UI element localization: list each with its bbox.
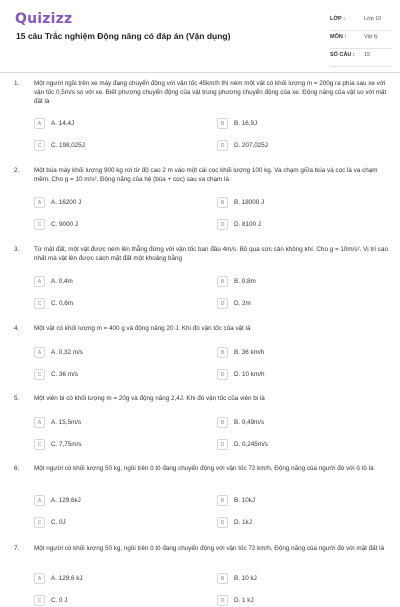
question-text: Một người có khối lượng 50 kg, ngồi trên ô tô đang chuyển động với vận tốc 72 km/h. Động năng của người đó với mặt đất là xyxy=(34,545,385,552)
option-letter-box: A xyxy=(34,276,45,287)
option-d[interactable] xyxy=(217,298,387,310)
option-c[interactable] xyxy=(34,140,204,152)
option-text: C. 0J xyxy=(51,519,66,526)
option-text: A. 14,4J xyxy=(51,120,75,127)
option-b[interactable] xyxy=(217,495,387,507)
question-number: 3. xyxy=(14,246,20,253)
option-letter-box: B xyxy=(217,197,228,208)
option-a[interactable] xyxy=(34,417,204,429)
question-number: 5. xyxy=(14,395,20,402)
option-d[interactable] xyxy=(217,140,387,152)
option-text: B. 10 kJ xyxy=(234,575,257,582)
option-b[interactable] xyxy=(217,573,387,585)
option-b[interactable] xyxy=(217,118,387,130)
quizizz-logo[interactable]: Quizizz xyxy=(15,11,73,27)
option-d[interactable] xyxy=(217,369,387,381)
option-b[interactable] xyxy=(217,197,387,209)
option-c[interactable] xyxy=(34,439,204,451)
question-text: Một vật có khối lượng m = 400 g và động năng 20 J. Khi đó vận tốc của vật là xyxy=(34,325,251,332)
question-number: 4. xyxy=(14,325,20,332)
option-letter-box: C xyxy=(34,595,45,606)
option-text: B. 10kJ xyxy=(234,497,255,504)
question-text: Một người ngồi trên xe máy đang chuyển động với vận tốc 45km/h thì ném một vật có khối lượng m = 200g ra phía sau xe với vận tốc 0,5m/s so với xe. Biết phương chuyển động của vật trùng phương chuyển động của xe. Động năng của vật so với mặt đất là xyxy=(34,80,387,105)
meta-value: Lớp 10 xyxy=(364,16,382,22)
option-text: A. 0,32 m/s xyxy=(51,349,83,356)
option-letter-box: D xyxy=(217,219,228,230)
option-text: D. 2m xyxy=(234,300,251,307)
option-letter-box: B xyxy=(217,347,228,358)
option-letter-box: D xyxy=(217,369,228,380)
question-text: Từ mặt đất, một vật được ném lên thẳng đứng với vận tốc ban đầu 4m/s. Bỏ qua sức cản không khí. Cho g = 10m/s². Vị trí cao nhất mà vật lên được cách mặt đất một khoảng bằng xyxy=(34,246,388,262)
option-text: C. 0,6m xyxy=(51,300,74,307)
option-b[interactable] xyxy=(217,417,387,429)
option-text: A. 15,5m/s xyxy=(51,419,82,426)
option-a[interactable] xyxy=(34,495,204,507)
meta-label: SỐ CÂU : xyxy=(330,52,355,58)
option-c[interactable] xyxy=(34,369,204,381)
meta-label: MÔN : xyxy=(330,34,347,40)
option-letter-box: D xyxy=(217,298,228,309)
option-letter-box: A xyxy=(34,347,45,358)
option-letter-box: C xyxy=(34,219,45,230)
option-c[interactable] xyxy=(34,595,204,607)
question-number: 1. xyxy=(14,80,20,87)
option-a[interactable] xyxy=(34,276,204,288)
option-letter-box: A xyxy=(34,495,45,506)
option-letter-box: D xyxy=(217,439,228,450)
option-letter-box: D xyxy=(217,595,228,606)
option-text: C. 7,75m/s xyxy=(51,441,82,448)
option-text: C. 198,025J xyxy=(51,142,85,149)
option-letter-box: D xyxy=(217,140,228,151)
option-letter-box: A xyxy=(34,118,45,129)
option-letter-box: C xyxy=(34,517,45,528)
option-c[interactable] xyxy=(34,298,204,310)
question-text: Một búa máy khối lượng 900 kg rơi từ độ cao 2 m vào một cái cọc khối lượng 100 kg. Va chạm giữa búa và cọc là va chạm mềm. Cho g = 10 m/s². Động năng của hệ (búa + cọc) sau va chạm là xyxy=(34,167,378,183)
option-a[interactable] xyxy=(34,573,204,585)
option-b[interactable] xyxy=(217,276,387,288)
option-d[interactable] xyxy=(217,595,387,607)
option-a[interactable] xyxy=(34,118,204,130)
question-text: Một viên bi có khối lượng m = 20g và động năng 2,4J. Khi đó vận tốc của viên bi là xyxy=(34,395,265,402)
option-text: A. 0,4m xyxy=(51,278,73,285)
option-text: D. 0,245m/s xyxy=(234,441,268,448)
option-letter-box: C xyxy=(34,298,45,309)
option-letter-box: B xyxy=(217,417,228,428)
option-text: B. 0,8m xyxy=(234,278,256,285)
option-text: D. 10 km/h xyxy=(234,371,265,378)
option-text: A. 129,6 kJ xyxy=(51,575,83,582)
option-text: A. 129,6kJ xyxy=(51,497,81,504)
option-text: B. 0,49m/s xyxy=(234,419,265,426)
option-c[interactable] xyxy=(34,219,204,231)
option-b[interactable] xyxy=(217,347,387,359)
question-text: Một người có khối lượng 50 kg, ngồi trên ô tô đang chuyển động với vận tốc 72 km/h. Động năng của người đó với ô tô là xyxy=(34,465,374,472)
option-letter-box: C xyxy=(34,439,45,450)
option-a[interactable] xyxy=(34,347,204,359)
option-d[interactable] xyxy=(217,517,387,529)
question-number: 6. xyxy=(14,465,20,472)
option-text: B. 16,9J xyxy=(234,120,258,127)
option-text: D. 8100 J xyxy=(234,221,261,228)
option-text: B. 18000 J xyxy=(234,199,265,206)
option-text: C. 36 m/s xyxy=(51,371,78,378)
option-c[interactable] xyxy=(34,517,204,529)
option-text: A. 16200 J xyxy=(51,199,82,206)
option-letter-box: B xyxy=(217,495,228,506)
option-text: B. 36 km/h xyxy=(234,349,265,356)
option-letter-box: A xyxy=(34,417,45,428)
option-text: D. 207,025J xyxy=(234,142,268,149)
option-letter-box: B xyxy=(217,276,228,287)
option-letter-box: B xyxy=(217,573,228,584)
question-number: 2. xyxy=(14,167,20,174)
meta-label: LỚP : xyxy=(330,16,345,22)
page-title: 15 câu Trắc nghiệm Động năng có đáp án (Vận dụng) xyxy=(16,31,231,41)
option-letter-box: A xyxy=(34,573,45,584)
option-text: C. 0 J xyxy=(51,597,68,604)
option-text: D. 1 kJ xyxy=(234,597,254,604)
meta-value: Vật lý xyxy=(364,34,378,40)
option-text: D. 1kJ xyxy=(234,519,252,526)
option-a[interactable] xyxy=(34,197,204,209)
question-number: 7. xyxy=(14,545,20,552)
option-d[interactable] xyxy=(217,219,387,231)
meta-value: 15 xyxy=(364,52,371,58)
option-d[interactable] xyxy=(217,439,387,451)
option-letter-box: D xyxy=(217,517,228,528)
option-letter-box: C xyxy=(34,369,45,380)
option-letter-box: B xyxy=(217,118,228,129)
option-letter-box: A xyxy=(34,197,45,208)
option-letter-box: C xyxy=(34,140,45,151)
option-text: C. 9000 J xyxy=(51,221,78,228)
